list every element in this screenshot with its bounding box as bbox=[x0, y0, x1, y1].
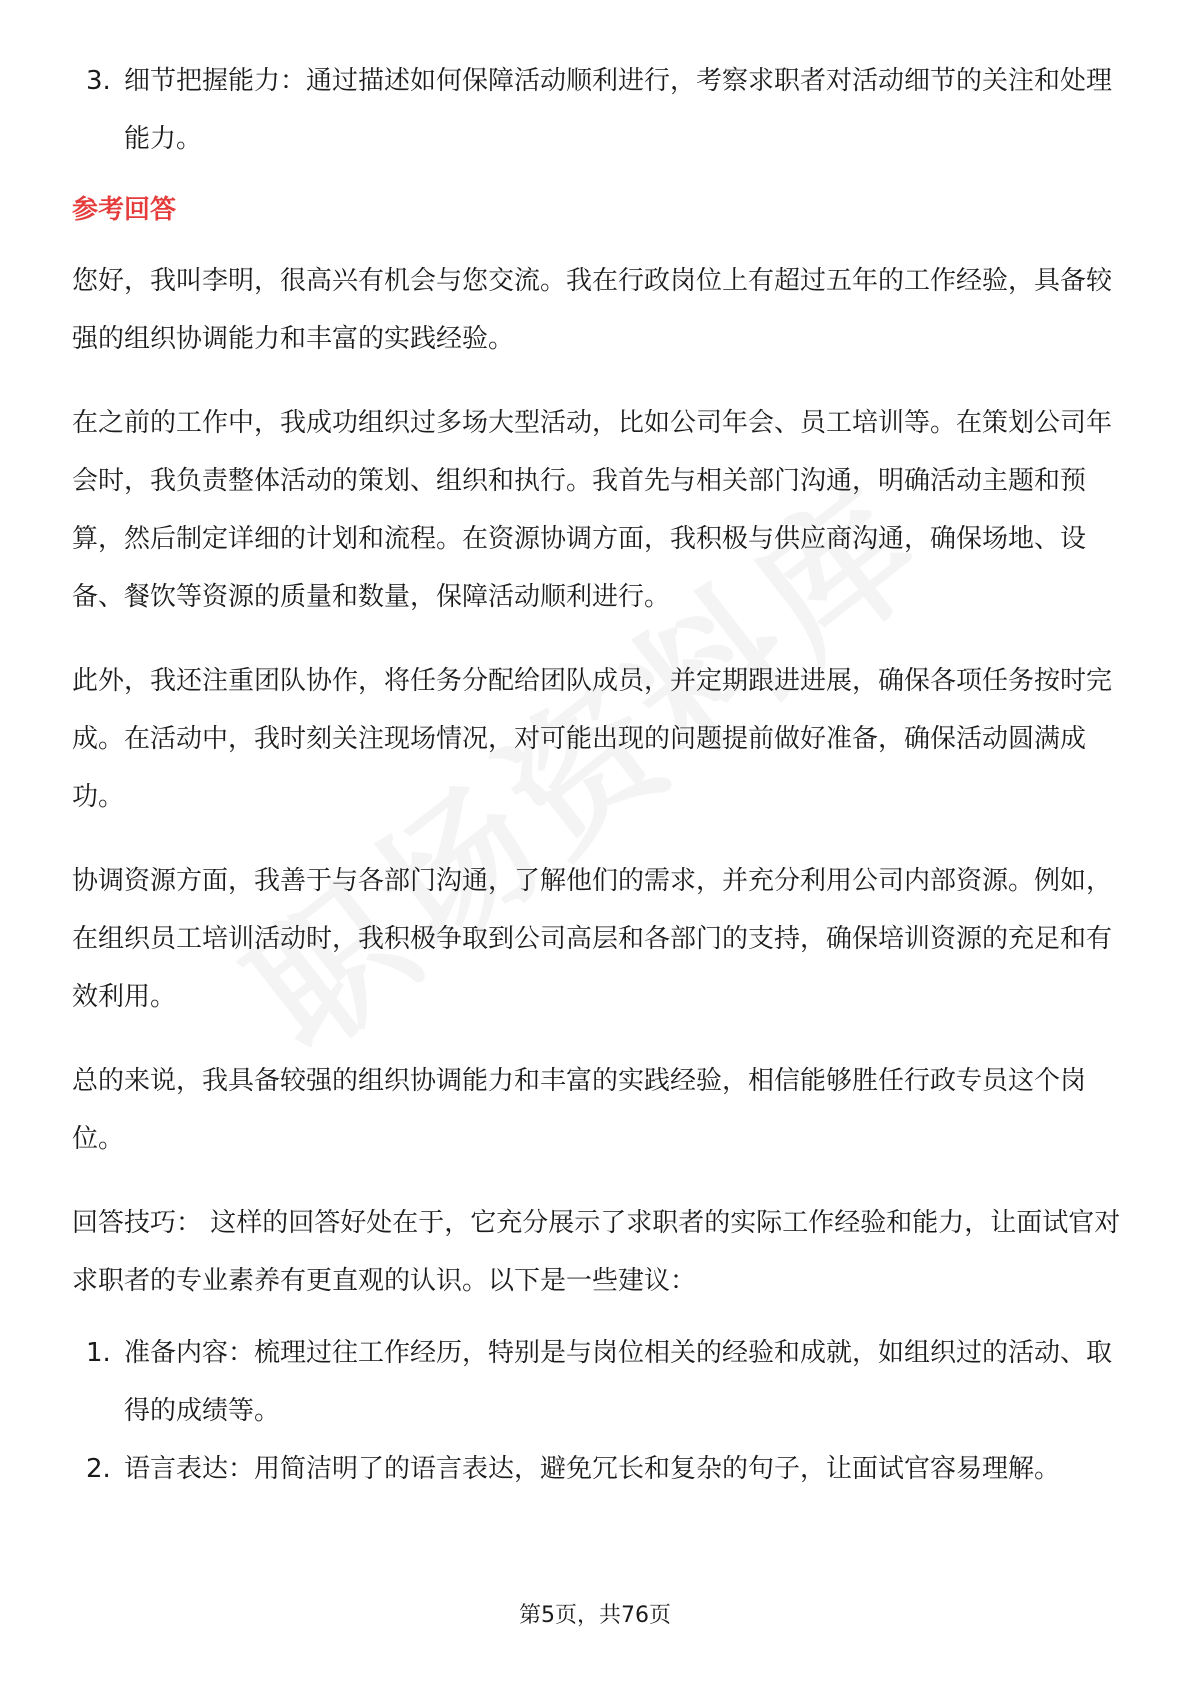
paragraph-experience: 在之前的工作中，我成功组织过多场大型活动，比如公司年会、员工培训等。在策划公司年会时，我负责整体活动的策划、组织和执行。我首先与相关部门沟通，明确活动主题和预算，然后制定详细的计划和流程。在资源协调方面，我积极与供应商沟通，确保场地、设备、餐饮等资源的质量和数量，保障活动顺利进行。 bbox=[72, 408, 1113, 612]
list-item bbox=[72, 1324, 1122, 1440]
page-content bbox=[72, 52, 1122, 1498]
paragraph-summary: 总的来说，我具备较强的组织协调能力和丰富的实践经验，相信能够胜任行政专员这个岗位。 bbox=[72, 1066, 1087, 1154]
top-numbered-list bbox=[72, 52, 1122, 168]
list-item bbox=[72, 52, 1122, 168]
list-item-text: 语言表达：用简洁明了的语言表达，避免冗长和复杂的句子，让面试官容易理解。 bbox=[124, 1454, 1061, 1484]
list-item-number: 2. bbox=[86, 1454, 111, 1484]
tips-numbered-list bbox=[72, 1324, 1122, 1498]
paragraph-intro: 您好，我叫李明，很高兴有机会与您交流。我在行政岗位上有超过五年的工作经验，具备较强的组织协调能力和丰富的实践经验。 bbox=[72, 266, 1113, 354]
paragraph-tips-intro: 回答技巧： 这样的回答好处在于，它充分展示了求职者的实际工作经验和能力，让面试官对求职者的专业素养有更直观的认识。以下是一些建议： bbox=[72, 1208, 1121, 1296]
list-item-number: 3. bbox=[86, 66, 111, 96]
paragraph-resources: 协调资源方面，我善于与各部门沟通，了解他们的需求，并充分利用公司内部资源。例如，在组织员工培训活动时，我积极争取到公司高层和各部门的支持，确保培训资源的充足和有效利用。 bbox=[72, 866, 1113, 1012]
list-item-text: 细节把握能力：通过描述如何保障活动顺利进行，考察求职者对活动细节的关注和处理能力。 bbox=[124, 66, 1113, 154]
section-heading: 参考回答 bbox=[72, 195, 177, 225]
list-item bbox=[72, 1440, 1122, 1498]
list-item-text: 准备内容：梳理过往工作经历，特别是与岗位相关的经验和成就，如组织过的活动、取得的成绩等。 bbox=[124, 1338, 1113, 1426]
list-item-number: 1. bbox=[86, 1338, 111, 1368]
page-footer: 第5页，共76页 bbox=[519, 1603, 671, 1628]
paragraph-teamwork: 此外，我还注重团队协作，将任务分配给团队成员，并定期跟进进展，确保各项任务按时完成。在活动中，我时刻关注现场情况，对可能出现的问题提前做好准备，确保活动圆满成功。 bbox=[72, 666, 1113, 812]
